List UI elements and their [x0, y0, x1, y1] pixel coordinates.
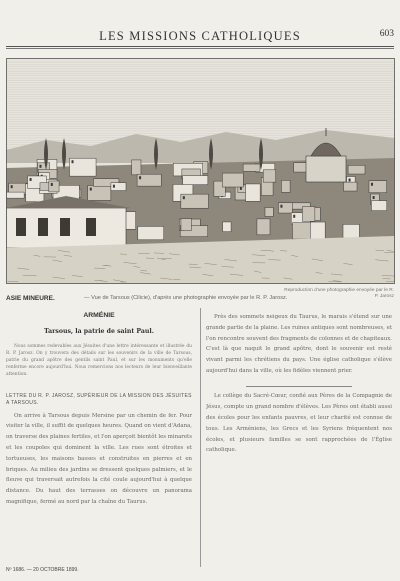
masthead-rule: [6, 46, 394, 47]
window: [280, 205, 282, 208]
window: [240, 187, 242, 190]
article-body-left: On arrive à Tarsous depuis Mersine par un chemin de fer. Pour visiter la ville, il suffit de quelques heures. Quand on vient d'Adana, on traverse des plaines fertiles, et l'on aperçoit bientôt les minarets et les coupoles qui dominent la ville. Les rues sont étroites et tortueuses, les maisons basses et construites en pierres et en briques. Au milieu des jardins se dressent quelques palmiers, et le fleuve qui traversait autrefois la cité coule aujourd'hui à quelque distance. Du haut des terrasses on découvre un panorama magnifique, fermé au nord par la chaîne du Taurus.: [6, 412, 192, 505]
letter-heading: LETTRE DU R. P. JAROSZ, SUPÉRIEUR DE LA MISSION DES JÉSUITES A TARSOUS.: [6, 392, 192, 406]
window: [183, 196, 185, 199]
window: [39, 165, 41, 168]
house: [138, 226, 164, 239]
house: [222, 173, 243, 187]
article-body-right-1: Près des sommets neigeux du Taurus, le marais s'étend sur une grande partie de la plaine. Les ruines antiques sont nombreuses, et l'on rencontre souvent des fragments de colonnes et de chapiteaux. C'est là que naquit le grand apôtre, dont le souvenir est resté vivant parmi les chrétiens du pays. Une église catholique s'élève aujourd'hui dans la ville, où les fidèles viennent prier.: [206, 314, 392, 374]
house: [278, 203, 292, 213]
house: [302, 207, 314, 222]
section-title: ARMÉNIE: [83, 312, 115, 319]
house: [40, 183, 50, 191]
caption-credit: Reproduction d'une photographie envoyée par le R. P. Jarosz: [284, 288, 394, 299]
house: [344, 182, 357, 191]
church-body: [306, 156, 346, 182]
caption-text: — Vue de Tarsous (Cilicie), d'après une photographie envoyée par le R. P. Jarosz.: [84, 295, 288, 301]
caption-region: ASIE MINEURE.: [6, 295, 55, 302]
house: [181, 219, 191, 231]
window: [51, 183, 53, 186]
right-column: [206, 308, 392, 571]
house: [369, 181, 387, 193]
house: [223, 222, 231, 232]
window: [139, 176, 141, 179]
issue-footer: Nº 1686. — 20 OCTOBRE 1899.: [6, 567, 79, 573]
window: [373, 196, 375, 199]
window: [349, 179, 351, 182]
window: [113, 185, 115, 188]
house: [257, 219, 270, 235]
engraving-picture: [6, 58, 395, 284]
house: [292, 223, 310, 239]
column-divider: [200, 308, 201, 567]
window: [11, 185, 13, 188]
journal-title: LES MISSIONS CATHOLIQUES: [99, 28, 301, 43]
doorway: [38, 218, 48, 236]
illustration-caption: [6, 288, 394, 304]
window: [293, 215, 295, 218]
masthead: [6, 28, 394, 44]
house: [371, 201, 386, 211]
doorway: [16, 218, 26, 236]
doorway: [86, 218, 96, 236]
house: [137, 174, 161, 186]
article-body-right-2: Le collège du Sacré-Cœur, confié aux Pères de la Compagnie de Jésus, compte un grand nombre d'élèves. Les Pères ont établi aussi des écoles pour les enfants pauvres, et leur charité est connue de tous. Les Arméniens, les Grecs et les Syriens fréquentent nos écoles, et plusieurs familles se sont rapprochées de l'Église catholique.: [206, 393, 392, 454]
article-subtitle: Tarsous, la patrie de saint Paul.: [44, 328, 154, 335]
paragraph-rule: [246, 386, 352, 387]
house: [183, 176, 208, 185]
house: [263, 170, 275, 182]
city-engraving: [6, 58, 395, 284]
doorway: [60, 218, 70, 236]
masthead-rule-thin: [6, 48, 394, 49]
house: [243, 164, 260, 171]
house: [181, 194, 209, 208]
house: [132, 160, 141, 175]
article-intro: Nous sommes redevables aux Jésuites d'une lettre intéressante et illustrée du R. P. Jarosz. On y trouvera des détails sur les souvenirs de la ville de Tarsous, patrie du grand apôtre des gentils saint Paul, et sur les monuments qu'elle renferme encore aujourd'hui. Nous remercions nos lecteurs de leur bienveillante attention.: [6, 344, 192, 377]
house: [348, 165, 365, 174]
house: [246, 184, 261, 201]
window: [72, 160, 74, 163]
house: [281, 180, 290, 192]
page-number: 603: [379, 29, 394, 39]
window: [371, 183, 373, 186]
house: [6, 192, 24, 198]
house: [265, 208, 273, 217]
left-column: [6, 308, 192, 571]
house: [49, 181, 59, 192]
window: [30, 178, 32, 181]
window: [90, 188, 92, 191]
